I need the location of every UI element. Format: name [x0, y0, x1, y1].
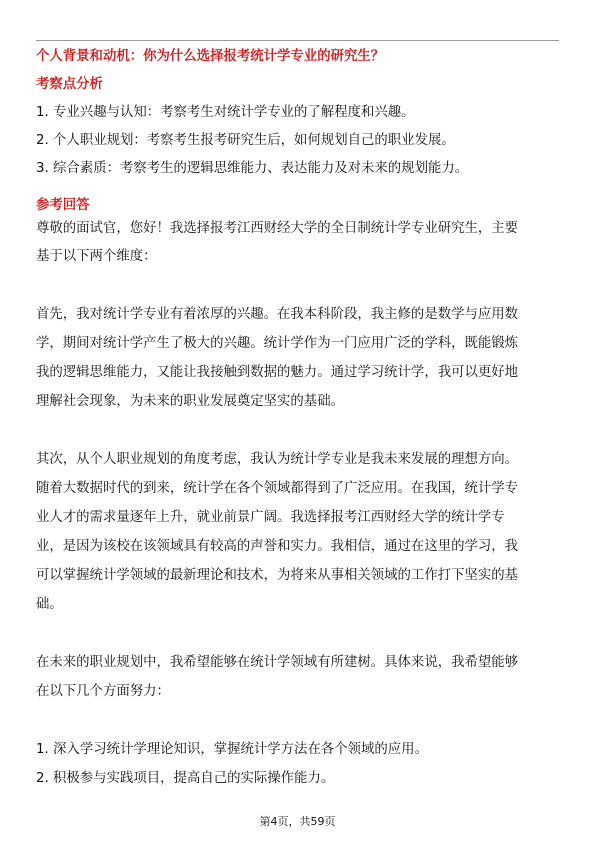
- answer-paragraph-1-line: 学，期间对统计学产生了极大的兴趣。统计学作为一门应用广泛的学科，既能锻炼: [36, 336, 519, 351]
- page-number: 第4页，共59页: [259, 815, 336, 828]
- answer-intro-line: 基于以下两个维度：: [36, 249, 157, 264]
- answer-heading: 参考回答: [36, 198, 90, 213]
- answer-paragraph-2-line: 业，是因为该校在该领域具有较高的声誉和实力。我相信，通过在这里的学习，我: [36, 539, 519, 554]
- analysis-point: 1. 专业兴趣与认知：考察考生对统计学专业的了解程度和兴趣。: [36, 105, 415, 120]
- answer-paragraph-2-line: 可以掌握统计学领域的最新理论和技术，为将来从事相关领域的工作打下坚实的基: [36, 568, 519, 583]
- answer-list-item: 2. 积极参与实践项目，提高自己的实际操作能力。: [36, 771, 335, 786]
- answer-paragraph-3-line: 在未来的职业规划中，我希望能够在统计学领域有所建树。具体来说，我希望能够: [36, 655, 519, 670]
- answer-list-item: 1. 深入学习统计学理论知识，掌握统计学方法在各个领域的应用。: [36, 742, 428, 757]
- analysis-point: 2. 个人职业规划：考察考生报考研究生后，如何规划自己的职业发展。: [36, 133, 455, 148]
- analysis-point: 3. 综合素质：考察考生的逻辑思维能力、表达能力及对未来的规划能力。: [36, 161, 469, 176]
- answer-paragraph-2-line: 其次，从个人职业规划的角度考虑，我认为统计学专业是我未来发展的理想方向。: [36, 452, 519, 467]
- answer-paragraph-1-line: 首先，我对统计学专业有着浓厚的兴趣。在我本科阶段，我主修的是数学与应用数: [36, 307, 519, 322]
- answer-paragraph-1-line: 我的逻辑思维能力，又能让我接触到数据的魅力。通过学习统计学，我可以更好地: [36, 365, 519, 380]
- answer-paragraph-2-line: 随着大数据时代的到来，统计学在各个领域都得到了广泛应用。在我国，统计学专: [36, 481, 519, 496]
- answer-paragraph-2-line: 础。: [36, 597, 63, 612]
- analysis-heading: 考察点分析: [36, 77, 103, 92]
- answer-paragraph-2-line: 业人才的需求量逐年上升，就业前景广阔。我选择报考江西财经大学的统计学专: [36, 510, 505, 525]
- question-heading: 个人背景和动机：你为什么选择报考统计学专业的研究生？: [36, 49, 385, 64]
- top-divider: [36, 40, 559, 41]
- answer-paragraph-1-line: 理解社会现象，为未来的职业发展奠定坚实的基础。: [36, 394, 344, 409]
- answer-paragraph-3-line: 在以下几个方面努力：: [36, 684, 170, 699]
- answer-intro-line: 尊敬的面试官，您好！我选择报考江西财经大学的全日制统计学专业研究生，主要: [36, 221, 519, 236]
